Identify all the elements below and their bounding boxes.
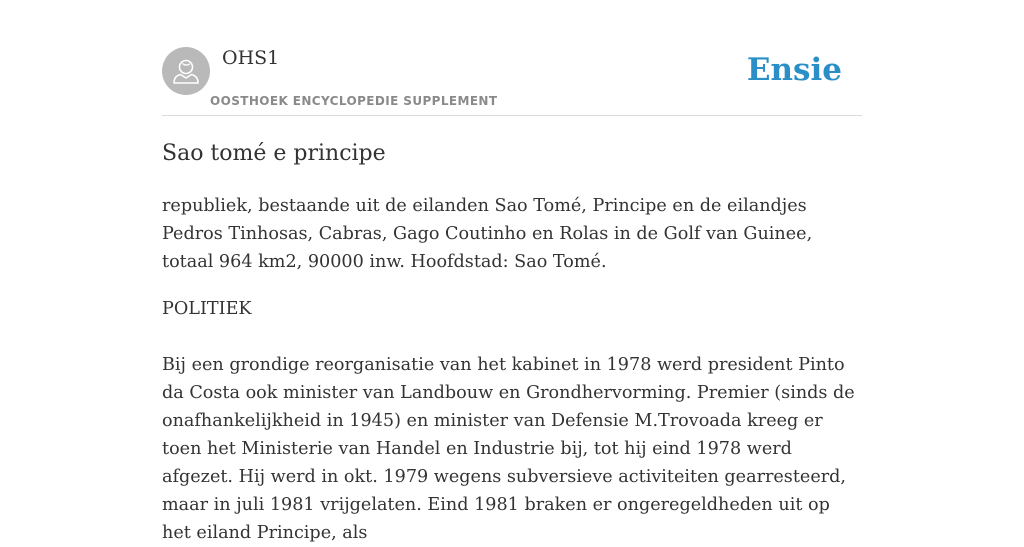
ensie-logo[interactable]: Ensie xyxy=(746,52,842,88)
article-content xyxy=(162,138,862,547)
article-title: Sao tomé e principe xyxy=(162,141,386,166)
section-body: Bij een grondige reorganisatie van het kabinet in 1978 werd president Pinto da Costa ook minister van Landbouw en Grondhervorming. Premier (sinds de onafhankelijkheid in 1945) en minister van Defensie M.Trovoada kreeg er toen het Ministerie van Handel en Industrie bij, tot hij eind 1978 werd afgezet. Hij werd in okt. 1979 wegens subversieve activiteiten gearresteerd, maar in juli 1981 vrijgelaten. Eind 1981 braken er ongeregeldheden uit op het eiland Principe, als xyxy=(162,355,855,543)
article-intro: republiek, bestaande uit de eilanden Sao Tomé, Principe en de eilandjes Pedros Tinhosas, Cabras, Gago Coutinho en Rolas in de Golf van Guinee, totaal 964 km2, 90000 inw. Hoofdstad: Sao Tomé. xyxy=(162,196,813,272)
author-name[interactable]: OHS1 xyxy=(222,47,280,69)
user-icon[interactable] xyxy=(162,47,210,95)
source-label[interactable]: OOSTHOEK ENCYCLOPEDIE SUPPLEMENT xyxy=(210,94,498,108)
section-heading: POLITIEK xyxy=(162,299,252,319)
article-header xyxy=(162,44,862,116)
